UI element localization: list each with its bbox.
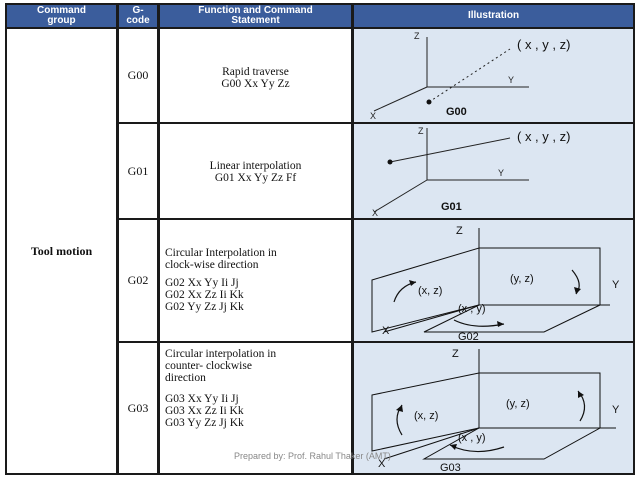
g01-diagram bbox=[354, 124, 633, 218]
plane-xz-label: (x, z) bbox=[418, 285, 443, 297]
gcode-cell: G00 bbox=[119, 29, 157, 122]
axis-x-label: X bbox=[382, 325, 390, 337]
function-line: Linear interpolation bbox=[209, 160, 302, 172]
illustration-cell bbox=[354, 343, 633, 473]
axis-z-label: Z bbox=[452, 348, 459, 360]
plane-xy-label: (x , y) bbox=[458, 432, 486, 444]
axis-z-label: Z bbox=[418, 126, 424, 136]
point-label: ( x , y , z) bbox=[517, 129, 571, 144]
group-cell bbox=[7, 29, 116, 473]
function-line: Rapid traverse bbox=[222, 66, 289, 78]
axis-x-label: X bbox=[370, 111, 377, 121]
axis-z-label: Z bbox=[414, 31, 420, 41]
function-line: G03 Yy Zz Jj Kk bbox=[165, 417, 244, 429]
axis-y-label: Y bbox=[612, 404, 620, 416]
plane-xy-label: (x , y) bbox=[458, 303, 486, 315]
function-line: G03 Xx Yy Ii Jj bbox=[165, 393, 239, 405]
illustration-cell bbox=[354, 124, 633, 218]
diagram-caption: G01 bbox=[441, 201, 462, 213]
diagram-caption: G03 bbox=[440, 462, 461, 473]
function-line: direction bbox=[165, 372, 206, 384]
axis-y-label: Y bbox=[498, 168, 505, 178]
function-line: G03 Xx Zz Ii Kk bbox=[165, 405, 244, 417]
gcode-cell: G01 bbox=[119, 124, 157, 218]
g03-diagram bbox=[354, 343, 633, 473]
axis-z-label: Z bbox=[456, 225, 463, 237]
function-line: Circular interpolation in bbox=[165, 348, 277, 360]
header-command-group: Command group bbox=[7, 5, 116, 27]
axis-x-label: X bbox=[378, 458, 386, 470]
function-cell bbox=[160, 124, 351, 218]
function-line: G02 Xx Yy Ii Jj bbox=[165, 277, 239, 289]
axis-y-label: Y bbox=[508, 75, 515, 85]
function-cell bbox=[160, 29, 351, 122]
function-line: G02 Xx Zz Ii Kk bbox=[165, 289, 244, 301]
illustration-cell bbox=[354, 29, 633, 122]
function-line: clock-wise direction bbox=[165, 259, 259, 271]
g00-diagram bbox=[354, 29, 633, 122]
illustration-cell bbox=[354, 220, 633, 341]
gcode-cell: G03 bbox=[119, 343, 157, 473]
function-line: G02 Yy Zz Jj Kk bbox=[165, 301, 244, 313]
plane-yz-label: (y, z) bbox=[510, 273, 534, 285]
function-line: counter- clockwise bbox=[165, 360, 252, 372]
function-cell bbox=[160, 220, 351, 341]
function-line: G01 Xx Yy Zz Ff bbox=[214, 172, 297, 184]
header-gcode: G-code bbox=[119, 5, 157, 27]
footer-credit: Prepared by: Prof. Rahul Thaker (AMT) bbox=[234, 451, 391, 461]
diagram-caption: G02 bbox=[458, 331, 479, 341]
plane-xz-label: (x, z) bbox=[414, 410, 439, 422]
axis-x-label: X bbox=[372, 208, 379, 218]
diagram-caption: G00 bbox=[446, 106, 467, 118]
gcode-cell: G02 bbox=[119, 220, 157, 341]
header-illustration: Illustration bbox=[354, 5, 633, 27]
g02-diagram bbox=[354, 220, 633, 341]
function-line: G00 Xx Yy Zz bbox=[221, 78, 290, 90]
point-label: ( x , y , z) bbox=[517, 37, 571, 52]
header-function: Function and Command Statement bbox=[160, 5, 351, 27]
function-line: Circular Interpolation in bbox=[165, 247, 277, 259]
plane-yz-label: (y, z) bbox=[506, 398, 530, 410]
axis-y-label: Y bbox=[612, 279, 620, 291]
group-label: Tool motion bbox=[30, 243, 93, 258]
